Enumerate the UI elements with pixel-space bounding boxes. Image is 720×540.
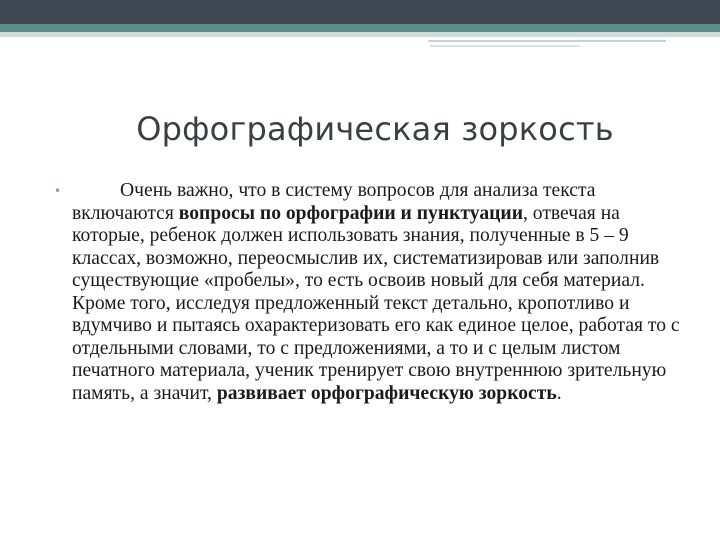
bullet-marker: • (54, 184, 62, 198)
decorative-line-short (430, 45, 580, 47)
decorative-stub (712, 40, 720, 48)
slide-title: Орфографическая зоркость (136, 110, 614, 148)
decorative-line (428, 40, 666, 42)
header-bar-light (0, 32, 720, 37)
header-bar-dark (0, 0, 720, 24)
text-part-3: . (556, 382, 562, 404)
bold-text-1: вопросы по орфографии и пунктуации (178, 202, 523, 224)
header-bar-teal (0, 24, 720, 32)
text-part-1: Очень важно, что в систему вопросов для анализа текста включаются (72, 180, 596, 224)
text-part-2: , отвечая на которые, ребенок должен использовать знания, полученные в 5 – 9 классах, возможно, переосмыслив их, систематизировав или заполнив существующие «пробелы», то есть освоив новый для себя материал. Кроме того, исследуя предложенный текст детально, кропотливо и вдумчиво и пытаясь охарактеризовать его как единое целое, работая то с отдельными словами, то с предложениями, а то и с целым листом печатного материала, ученик тренирует свою внутреннюю зрительную память, а значит, (72, 202, 680, 404)
bold-text-2: развивает орфографическую зоркость (216, 382, 557, 404)
body-paragraph (72, 180, 687, 405)
